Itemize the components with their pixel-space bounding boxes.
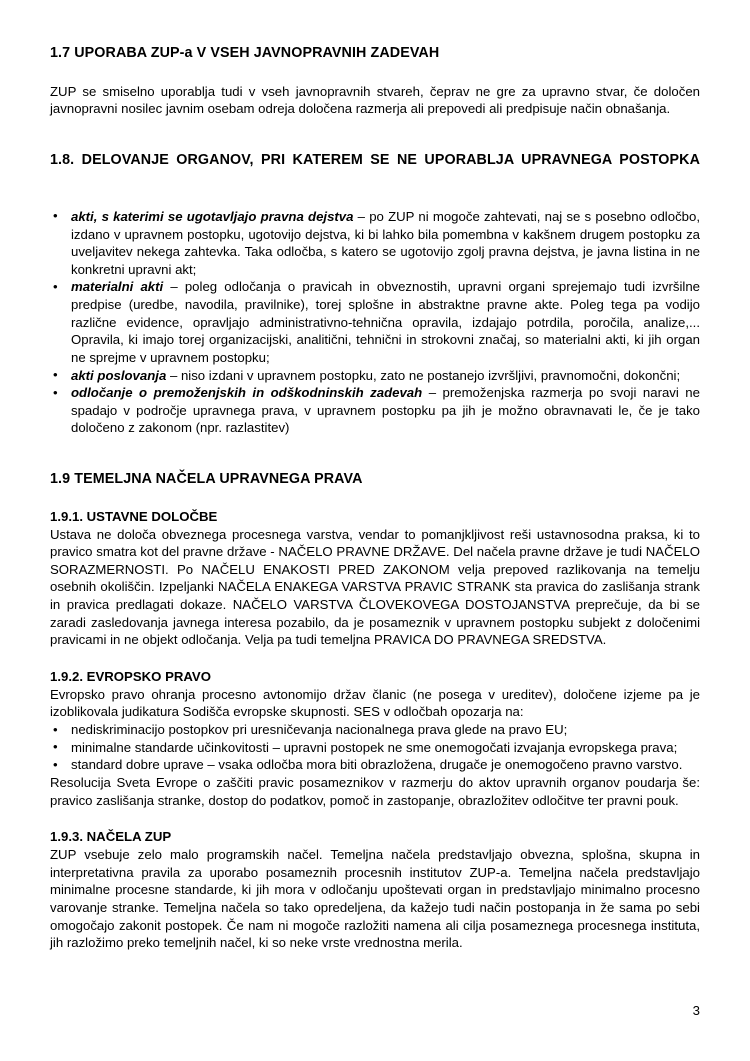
page-content [50,44,700,952]
list-item-lead: akti poslovanja [71,367,167,383]
spacer [50,118,700,151]
list-item-lead: akti, s katerimi se ugotavljajo pravna dejstva [71,208,354,224]
spacer [50,649,700,669]
list-item-body: – niso izdani v upravnem postopku, zato ne postanejo izvršljivi, pravnomočni, dokončni; [166,367,681,383]
heading-section-1-8: 1.8. DELOVANJE ORGANOV, PRI KATEREM SE NE UPORABLJA UPRAVNEGA POSTOPKA [50,151,700,168]
bullet-list-section-1-8 [50,208,700,437]
heading-section-1-9-1: 1.9.1. USTAVNE DOLOČBE [50,508,218,524]
heading-section-1-9-2: 1.9.2. EVROPSKO PRAVO [50,668,211,684]
paragraph-section-1-9-1: Ustava ne določa obveznega procesnega varstva, vendar to pomanjkljivost reši ustavnosodna praksa, ki to pravico smatra kot del pravne države - NAČELO PRAVNE DRŽAVE. Del načela pravne države je tudi NAČELO SORAZMERNOSTI. Po NAČELU ENAKOSTI PRED ZAKONOM velja prepoved razlikovanja na temelju osebnih okoliščin. Izpeljanki NAČELA ENAKEGA VARSTVA PRAVIC STRANK sta pravica do zaslišanja strank in pravica predlagati dokaze. NAČELO VARSTVA ČLOVEKOVEGA DOSTOJANSTVA preprečuje, da bi se zaradi zasledovanja javnega interesa pozabilo, da je posameznik v upravnem postopku subjekt z določenimi pravicami in ne objekt odločanja. Velja pa tudi temeljna PRAVICA DO PRAVNEGA SREDSTVA. [50,526,700,648]
list-item-body: – premoženjska razmerja po svoji naravi ne spadajo v področje upravnega prava, v upravnem postopku pa jih je možno obravnavati le, če je tako določeno z zakonom (npr. razlastitev) [71,385,700,436]
list-item: • minimalne standarde učinkovitosti – upravni postopek ne sme onemogočati izvajanja evropskega prava; [50,739,700,757]
paragraph-section-1-9-3: ZUP vsebuje zelo malo programskih načel. Temeljna načela predstavljajo obvezna, splošna, skupna in interpretativna pravila za uporabo posameznih procesnih institutov ZUP-a. Temeljna načela predstavljajo minimalne procesne standarde, ki jih mora v odločanju upoštevati organ in predstavljajo minimalno procesno varovanje stranke. Temeljna načela so tako opredeljena, da kažejo tudi način postopanja in že sama po sebi omogočajo zakonit postopek. Če nam ni mogoče razložiti namena ali cilja posameznega procesnega instituta, jih razložimo preko temeljnih načel, ki so neke vrste vrednostna merila. [50,847,700,951]
spacer [50,188,700,208]
page-number: 3 [692,1002,700,1018]
spacer [50,809,700,829]
spacer [50,63,700,83]
paragraph-section-1-7: ZUP se smiselno uporablja tudi v vseh javnopravnih stvareh, čeprav ne gre za upravno stvar, če določen javnopravni nosilec javnim osebam odreja določena razmerja ali prepovedi ali predpisuje način obnašanja. [50,83,700,117]
list-item [50,384,700,437]
spacer [50,489,700,509]
paragraph-section-1-9-2-outro: Resolucija Sveta Evrope o zaščiti pravic posameznikov v razmerju do aktov upravnih organov poudarja še: pravico zaslišanja stranke, dostop do podatkov, pomoč in zastopanje, obrazložitev odločitve ter pravni pouk. [50,774,700,808]
bullet-list-section-1-9-2 [50,721,700,774]
heading-section-1-9: 1.9 TEMELJNA NAČELA UPRAVNEGA PRAVA [50,471,363,488]
heading-section-1-9-3: 1.9.3. NAČELA ZUP [50,829,172,845]
list-item-lead: odločanje o premoženjskih in odškodninskih zadevah [71,385,423,401]
spacer [50,437,700,470]
list-item [50,208,700,279]
list-item: • standard dobre uprave – vsaka odločba mora biti obrazložena, drugače je onemogočeno pravno varstvo. [50,756,700,774]
list-item: • nediskriminacijo postopkov pri uresničevanja nacionalnega prava glede na pravo EU; [50,721,700,739]
list-item [50,367,700,385]
paragraph-section-1-9-2-intro: Evropsko pravo ohranja procesno avtonomijo držav članic (ne posega v ureditev), določene izjeme pa je izoblikovala judikatura Sodišča evropske skupnosti. SES v odločbah opozarja na: [50,686,700,720]
heading-section-1-7: 1.7 UPORABA ZUP-a V VSEH JAVNOPRAVNIH ZADEVAH [50,45,440,61]
list-item-body: – po ZUP ni mogoče zahtevati, naj se s posebno odločbo, izdano v upravnem postopku, ugotovijo dejstva, ki bi lahko bila pomembna v kakšnem drugem postopku za uveljavitev nekega zahtevka. Taka odločba, s katero se ugotovijo zgolj pravna dejstva, je javna listina in ne konkretni upravni akt; [71,208,700,277]
list-item-body: – poleg odločanja o pravicah in obveznostih, upravni organi sprejemajo tudi izvršilne predpise (uredbe, navodila, pravilnike), torej splošne in abstraktne pravne akte. Poleg tega pa vodijo različne evidence, opravljajo administrativno-tehnična opravila, izdajajo potrdila, poročila, analize,... Opravila, ki imajo torej organizacijski, analitični, tehnični in strokovni značaj, so materialni akti, ki jih organ ne sprejme v upravnem postopku; [71,279,700,365]
list-item [50,278,700,366]
list-item-lead: materialni akti [71,279,164,295]
